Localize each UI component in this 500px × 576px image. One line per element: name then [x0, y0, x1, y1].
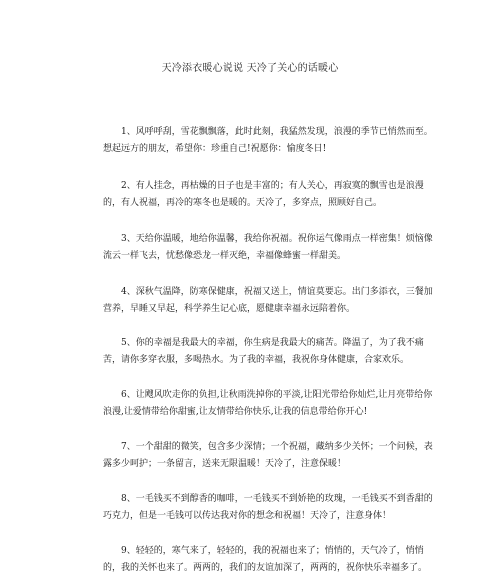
- paragraph-3: 3、天给你温暖，地给你温馨，我给你祝福。祝你运气像雨点一样密集！烦恼像流云一样飞去，忧愁像恐龙一样灭绝，幸福像蜂蜜一样甜美。: [103, 234, 433, 261]
- paragraph-4: 4、深秋气温降，防寒保健康，祝福又送上，情谊莫要忘。出门多添衣，三餐加营养，早睡又早起，科学养生记心底，愿健康幸福永远陪着你。: [103, 287, 433, 314]
- paragraph-2: 2、有人挂念，再枯燥的日子也是丰富的；有人关心，再寂寞的飘雪也是浪漫的，有人祝福，再冷的寒冬也是暖的。天冷了，多穿点，照顾好自己。: [103, 181, 424, 208]
- paragraph-7: 7、一个甜甜的微笑，包含多少深情；一个祝福，藏纳多少关怀；一个问候，表露多少呵护；一条留言，送来无限温暖！天冷了，注意保暖！: [103, 442, 433, 469]
- paragraph-8: 8、一毛钱买不到醇香的咖啡，一毛钱买不到娇艳的玫瑰，一毛钱买不到香甜的巧克力，但是一毛钱可以传达我对你的想念和祝福！天冷了，注意身体！: [103, 494, 433, 521]
- paragraph-5: 5、你的幸福是我最大的幸福，你生病是我最大的痛苦。降温了，为了我不痛苦，请你多穿衣服，多喝热水。为了我的幸福，我祝你身体健康，合家欢乐。: [103, 338, 424, 365]
- paragraph-9: 9、轻轻的，寒气来了，轻轻的，我的祝福也来了；悄悄的，天气冷了，悄悄的，我的关怀也来了。两两的，我们的友谊加深了，两两的，祝你快乐幸福多了。: [103, 546, 428, 573]
- document-title: 天冷添衣暖心说说 天冷了关心的话暖心: [161, 63, 339, 74]
- paragraph-1: 1、风呼呼刮，雪花飘飘落，此时此刻，我猛然发现，浪漫的季节已悄然而至。想起远方的朋友，希望你：珍重自己!祝愿你：愉度冬日!: [103, 127, 433, 154]
- paragraph-6: 6、让飕风吹走你的负担,让秋雨洗掉你的平淡,让阳光带给你灿烂,让月亮带给你浪漫,让爱情带给你甜蜜,让友情带给你快乐,让我的信息带给你开心!: [103, 390, 433, 417]
